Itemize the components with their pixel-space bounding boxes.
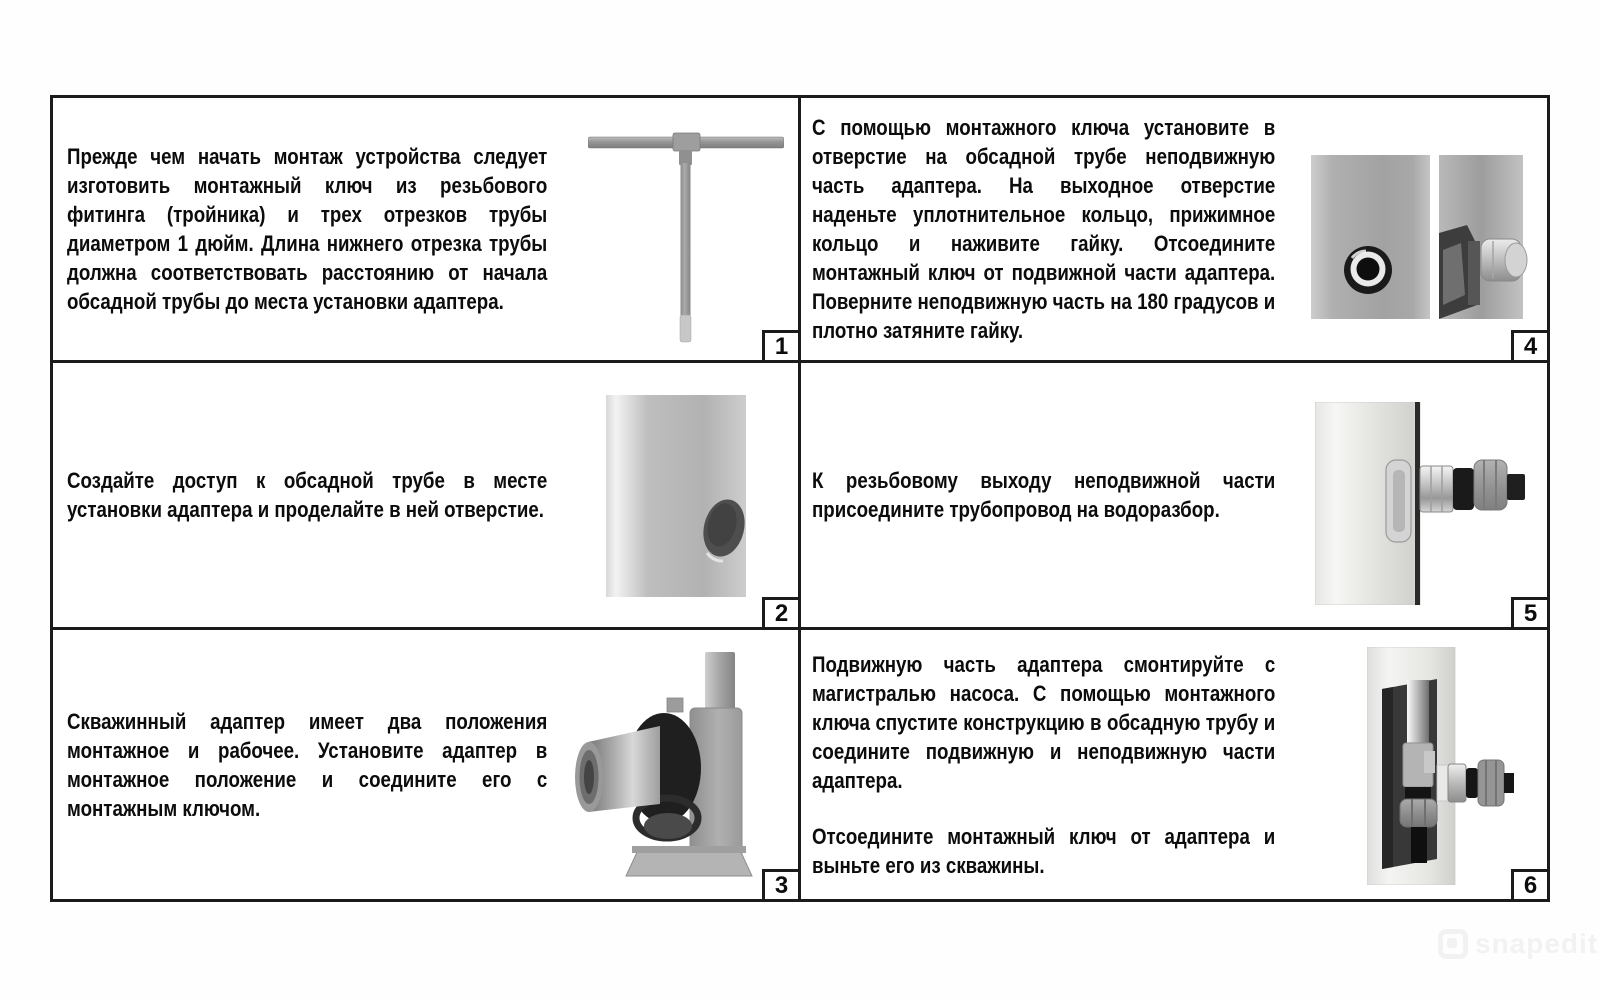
well-adapter-illustration bbox=[568, 650, 763, 882]
step-number: 3 bbox=[774, 871, 789, 899]
step-number-badge bbox=[1511, 869, 1547, 899]
step-number: 6 bbox=[1523, 871, 1538, 899]
step-cell-1 bbox=[53, 98, 801, 363]
step-text bbox=[67, 466, 547, 524]
step-paragraph: К резьбовому выходу неподвижной части присоедините трубопровод на водоразбор. bbox=[812, 468, 1276, 522]
cutaway-assembly-illustration bbox=[1367, 647, 1514, 885]
step-number-badge bbox=[762, 869, 798, 899]
step-cell-4 bbox=[801, 98, 1547, 363]
step-paragraph: Отсоедините монтажный ключ от адаптера и выньте его из скважины. bbox=[812, 823, 1276, 878]
instruction-grid bbox=[50, 95, 1550, 902]
step-text bbox=[67, 707, 547, 823]
step-cell-3 bbox=[53, 630, 801, 899]
watermark bbox=[1438, 928, 1598, 960]
fixed-part-two-views-illustration bbox=[1311, 155, 1539, 321]
step-cell-2 bbox=[53, 363, 801, 630]
snapedit-logo-icon bbox=[1438, 929, 1468, 959]
step-paragraph: Подвижную часть адаптера смонтируйте с магистралью насоса. С помощью монтажного ключа спустите конструкцию в обсадную трубу и соедините подвижную и неподвижную части адаптера. bbox=[812, 651, 1276, 793]
step-number: 5 bbox=[1523, 599, 1538, 627]
step-paragraph: Прежде чем начать монтаж устройства следует изготовить монтажный ключ из резьбового фитинга (тройника) и трех отрезков трубы диаметром 1 дюйм. Длина нижнего отрезка трубы должна соответствовать расстоянию от начала обсадной трубы до места установки адаптера. bbox=[67, 144, 548, 314]
step-number-badge bbox=[1511, 330, 1547, 360]
mounting-key-illustration bbox=[588, 131, 784, 345]
step-number-badge bbox=[1511, 597, 1547, 627]
step-paragraph: Скважинный адаптер имеет два положения монтажное и рабочее. Установите адаптер в монтажное положение и соедините его с монтажным ключом. bbox=[67, 708, 548, 821]
step-paragraph: С помощью монтажного ключа установите в отверстие на обсадной трубе неподвижную часть адаптера. На выходное отверстие наденьте уплотнительное кольцо, прижимное кольцо и наживите гайку. Отсоедините монтажный ключ от подвижной части адаптера. Поверните неподвижную часть на 180 градусов и плотно затяните гайку. bbox=[812, 115, 1276, 343]
step-text bbox=[67, 142, 547, 316]
outlet-fitting-illustration bbox=[1315, 402, 1527, 605]
watermark-label: snapedit bbox=[1475, 928, 1599, 959]
step-number: 4 bbox=[1523, 332, 1538, 360]
step-cell-5 bbox=[801, 363, 1547, 630]
step-number-badge bbox=[762, 330, 798, 360]
step-cell-6 bbox=[801, 630, 1547, 899]
step-paragraph: Создайте доступ к обсадной трубе в месте установки адаптера и проделайте в ней отверстие. bbox=[67, 468, 548, 522]
step-text bbox=[812, 650, 1275, 880]
step-text bbox=[812, 113, 1275, 345]
pipe-hole-illustration bbox=[606, 395, 746, 597]
step-text bbox=[812, 466, 1275, 524]
step-number: 2 bbox=[774, 599, 789, 627]
step-number-badge bbox=[762, 597, 798, 627]
step-number: 1 bbox=[774, 332, 789, 360]
